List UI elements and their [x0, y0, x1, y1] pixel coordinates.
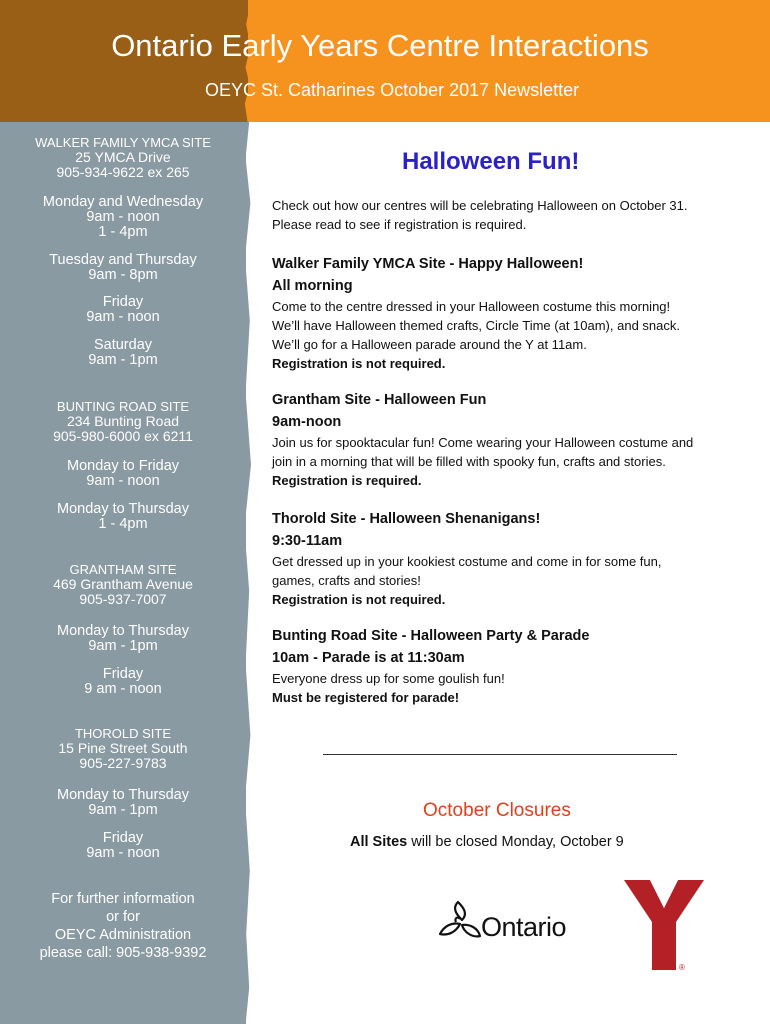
hours-time: 1 - 4pm	[98, 224, 148, 240]
hours-days: Friday	[102, 666, 144, 682]
hours-block	[0, 253, 246, 283]
hours-block	[0, 502, 246, 532]
section-heading-halloween: Halloween Fun!	[402, 148, 580, 175]
hours-time: 9am - noon	[86, 473, 160, 489]
hours-days: Friday	[102, 294, 144, 310]
site-walker	[0, 135, 246, 180]
site-name: BUNTING ROAD SITE	[56, 399, 190, 414]
newsletter-title: Ontario Early Years Centre Interactions	[111, 28, 649, 63]
sidebar-footer	[0, 890, 246, 962]
hours-time: 9am - 1pm	[88, 802, 158, 818]
registered-mark: ®	[679, 963, 685, 972]
hours-days: Monday to Thursday	[57, 623, 189, 639]
hours-time: 9am - noon	[86, 309, 160, 325]
site-phone: 905-937-7007	[79, 591, 167, 607]
site-name: GRANTHAM SITE	[69, 562, 177, 577]
hours-days: Monday and Wednesday	[42, 194, 204, 210]
hours-block	[0, 195, 246, 240]
hours-block	[0, 624, 246, 654]
site-phone: 905-934-9622 ex 265	[56, 164, 190, 180]
hours-block	[0, 459, 246, 489]
hours-time: 9am - noon	[86, 845, 160, 861]
site-thorold	[0, 726, 246, 771]
section-divider	[323, 754, 677, 755]
site-address: 25 YMCA Drive	[75, 149, 171, 165]
event-description-line: join in a morning that will be filled with spooky fun, crafts and stories.	[272, 454, 666, 469]
intro-paragraph	[272, 196, 742, 234]
site-address: 234 Bunting Road	[66, 413, 180, 429]
intro-line: Check out how our centres will be celebrating Halloween on October 31.	[272, 198, 688, 213]
event-registration: Registration is not required.	[272, 592, 446, 607]
closures-text	[350, 834, 624, 850]
hours-block	[0, 831, 246, 861]
sidebar-site-info	[0, 122, 246, 1024]
site-phone: 905-227-9783	[79, 755, 167, 771]
event-time: 10am - Parade is at 11:30am	[272, 650, 465, 666]
event-registration: Registration is not required.	[272, 356, 446, 371]
event-time: All morning	[272, 278, 353, 294]
event-time: 9am-noon	[272, 414, 342, 430]
hours-days: Friday	[102, 830, 144, 846]
event-thorold	[272, 508, 742, 609]
event-title: Thorold Site - Halloween Shenanigans!	[272, 511, 541, 527]
event-description-line: Come to the centre dressed in your Halloween costume this morning!	[272, 299, 671, 314]
closures-rest: will be closed Monday, October 9	[407, 834, 624, 850]
event-description-line: games, crafts and stories!	[272, 573, 421, 588]
site-grantham	[0, 562, 246, 607]
event-title: Walker Family YMCA Site - Happy Halloween!	[272, 256, 584, 272]
hours-time: 9am - 8pm	[88, 267, 158, 283]
hours-days: Monday to Thursday	[57, 501, 189, 517]
event-description-line: Join us for spooktacular fun! Come wearing your Halloween costume and	[272, 435, 694, 450]
event-title: Grantham Site - Halloween Fun	[272, 392, 487, 408]
hours-block	[0, 788, 246, 818]
site-phone: 905-980-6000 ex 6211	[53, 428, 193, 444]
newsletter-subtitle: OEYC St. Catharines October 2017 Newsletter	[205, 80, 580, 100]
hours-days: Monday to Friday	[66, 458, 180, 474]
hours-block	[0, 667, 246, 697]
hours-days: Monday to Thursday	[57, 787, 189, 803]
hours-time: 9am - noon	[86, 209, 160, 225]
event-grantham	[272, 389, 742, 490]
event-description-line: We’ll go for a Halloween parade around the Y at 11am.	[272, 337, 587, 352]
newsletter-header	[0, 0, 770, 122]
event-bunting	[272, 625, 742, 707]
hours-days: Saturday	[93, 337, 153, 353]
footer-line: or for	[106, 909, 140, 925]
ontario-wordmark: Ontario	[481, 912, 567, 942]
hours-time: 9 am - noon	[84, 681, 162, 697]
event-registration: Must be registered for parade!	[272, 690, 460, 705]
event-description-line: Get dressed up in your kookiest costume and come in for some fun,	[272, 554, 662, 569]
site-address: 469 Grantham Avenue	[53, 576, 193, 592]
hours-days: Tuesday and Thursday	[49, 252, 197, 268]
site-name: WALKER FAMILY YMCA SITE	[35, 135, 211, 150]
hours-block	[0, 295, 246, 325]
event-title: Bunting Road Site - Halloween Party & Parade	[272, 628, 590, 644]
site-address: 15 Pine Street South	[58, 740, 188, 756]
closures-bold: All Sites	[350, 834, 408, 850]
site-name: THOROLD SITE	[74, 726, 172, 741]
hours-time: 1 - 4pm	[98, 516, 148, 532]
event-time: 9:30-11am	[272, 533, 343, 549]
site-bunting	[0, 399, 246, 444]
section-heading-closures: October Closures	[423, 800, 571, 821]
hours-time: 9am - 1pm	[88, 352, 158, 368]
event-description-line: Everyone dress up for some goulish fun!	[272, 671, 505, 686]
event-registration: Registration is required.	[272, 473, 422, 488]
ymca-y-icon	[624, 880, 704, 972]
footer-line: OEYC Administration	[54, 927, 192, 943]
hours-block	[0, 338, 246, 368]
event-description-line: We’ll have Halloween themed crafts, Circle Time (at 10am), and snack.	[272, 318, 680, 333]
footer-line: please call: 905-938-9392	[39, 945, 207, 961]
hours-time: 9am - 1pm	[88, 638, 158, 654]
footer-line: For further information	[51, 891, 195, 907]
intro-line: Please read to see if registration is required.	[272, 217, 527, 232]
event-walker	[272, 253, 742, 373]
